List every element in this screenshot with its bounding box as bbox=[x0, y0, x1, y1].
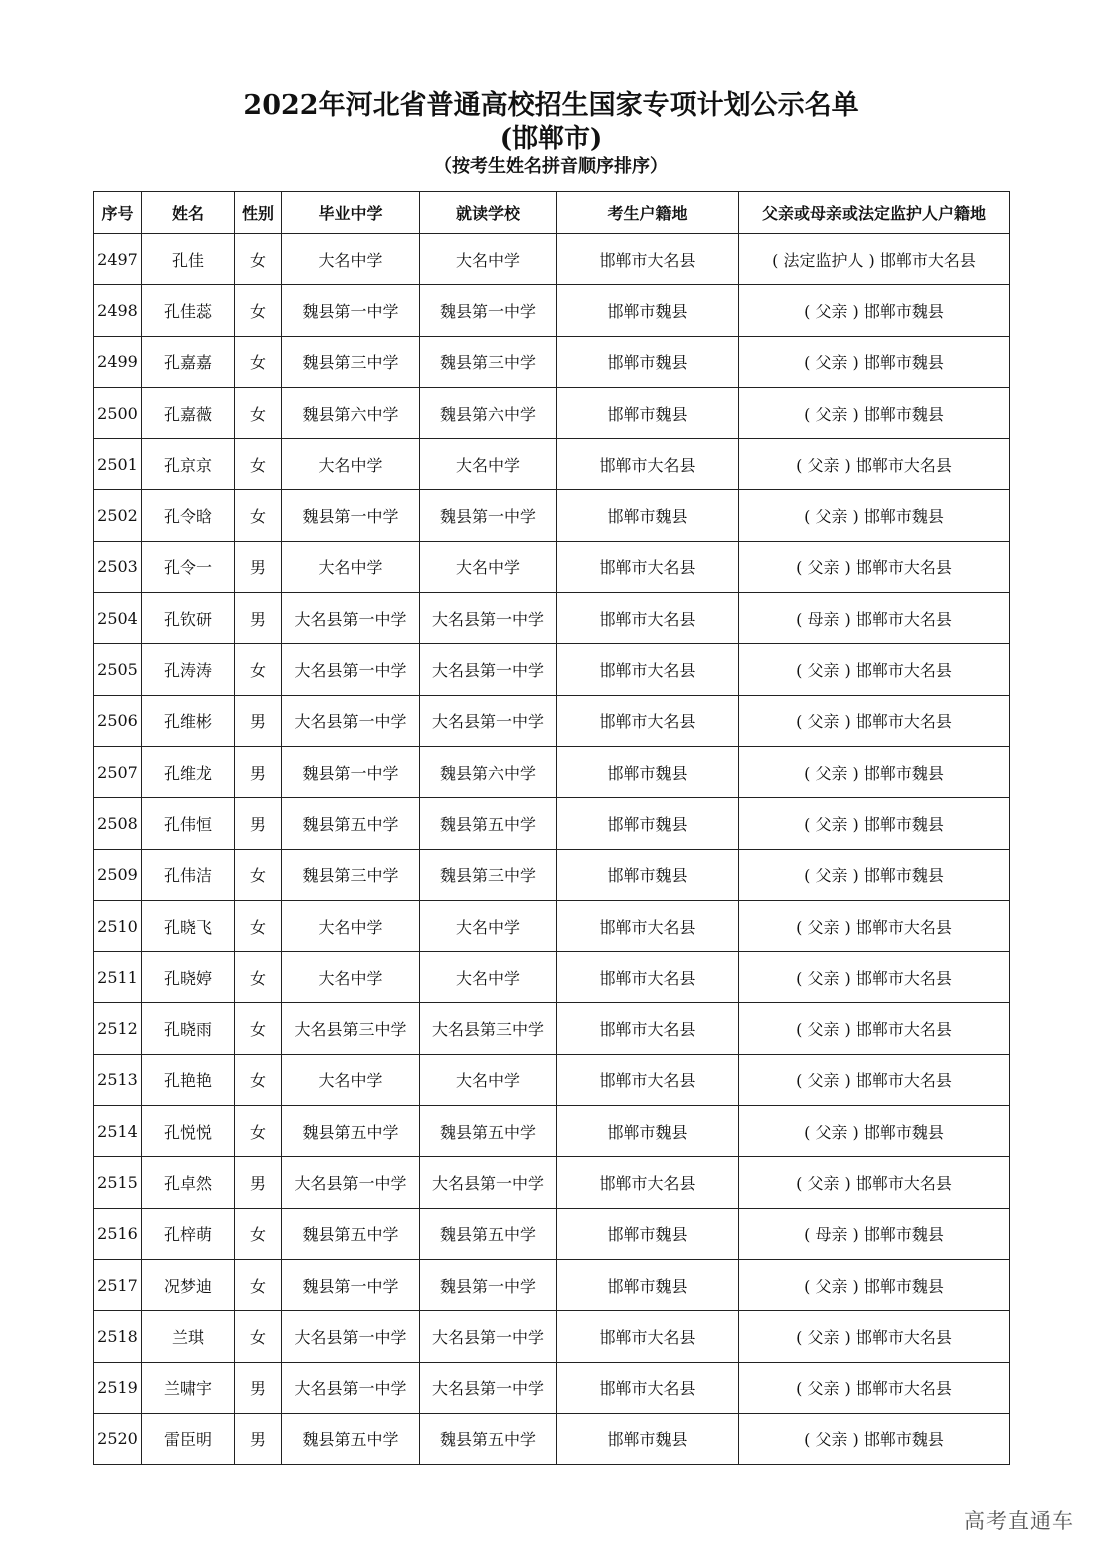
cell-no: 2519 bbox=[94, 1362, 142, 1413]
table-row bbox=[94, 849, 1010, 900]
cell-name: 孔嘉嘉 bbox=[142, 336, 235, 387]
cell-graduated-school: 魏县第五中学 bbox=[282, 1208, 420, 1259]
cell-graduated-school: 大名县第一中学 bbox=[282, 695, 420, 746]
cell-guardian-hukou: ( 父亲 ) 邯郸市大名县 bbox=[739, 1054, 1010, 1105]
document-subtitle: (邯郸市) bbox=[499, 124, 603, 154]
table-row bbox=[94, 234, 1010, 285]
cell-name: 孔嘉薇 bbox=[142, 387, 235, 438]
header-gender: 性别 bbox=[235, 192, 282, 234]
cell-guardian-hukou: ( 父亲 ) 邯郸市魏县 bbox=[739, 336, 1010, 387]
cell-gender: 女 bbox=[235, 952, 282, 1003]
cell-current-school: 魏县第六中学 bbox=[420, 387, 557, 438]
cell-gender: 男 bbox=[235, 593, 282, 644]
cell-guardian-hukou: ( 父亲 ) 邯郸市大名县 bbox=[739, 541, 1010, 592]
cell-current-school: 大名中学 bbox=[420, 900, 557, 951]
table-row bbox=[94, 1157, 1010, 1208]
cell-student-hukou: 邯郸市大名县 bbox=[557, 900, 739, 951]
cell-name: 孔涛涛 bbox=[142, 644, 235, 695]
cell-no: 2505 bbox=[94, 644, 142, 695]
cell-gender: 女 bbox=[235, 439, 282, 490]
cell-student-hukou: 邯郸市大名县 bbox=[557, 439, 739, 490]
cell-graduated-school: 魏县第五中学 bbox=[282, 798, 420, 849]
header-no: 序号 bbox=[94, 192, 142, 234]
cell-guardian-hukou: ( 父亲 ) 邯郸市大名县 bbox=[739, 439, 1010, 490]
table-row bbox=[94, 798, 1010, 849]
cell-guardian-hukou: ( 父亲 ) 邯郸市魏县 bbox=[739, 490, 1010, 541]
cell-gender: 女 bbox=[235, 336, 282, 387]
cell-current-school: 大名县第一中学 bbox=[420, 593, 557, 644]
cell-current-school: 大名中学 bbox=[420, 439, 557, 490]
cell-current-school: 魏县第五中学 bbox=[420, 798, 557, 849]
cell-current-school: 魏县第五中学 bbox=[420, 1208, 557, 1259]
cell-name: 兰琪 bbox=[142, 1311, 235, 1362]
cell-gender: 男 bbox=[235, 1157, 282, 1208]
table-row bbox=[94, 746, 1010, 797]
cell-graduated-school: 大名中学 bbox=[282, 541, 420, 592]
cell-gender: 女 bbox=[235, 1003, 282, 1054]
cell-student-hukou: 邯郸市大名县 bbox=[557, 1362, 739, 1413]
table-row bbox=[94, 1259, 1010, 1310]
cell-student-hukou: 邯郸市大名县 bbox=[557, 952, 739, 1003]
sort-note: （按考生姓名拼音顺序排序） bbox=[434, 156, 668, 177]
cell-no: 2516 bbox=[94, 1208, 142, 1259]
cell-current-school: 魏县第一中学 bbox=[420, 285, 557, 336]
cell-current-school: 魏县第一中学 bbox=[420, 1259, 557, 1310]
cell-current-school: 大名中学 bbox=[420, 234, 557, 285]
cell-guardian-hukou: ( 父亲 ) 邯郸市魏县 bbox=[739, 387, 1010, 438]
cell-current-school: 大名县第一中学 bbox=[420, 644, 557, 695]
cell-name: 孔艳艳 bbox=[142, 1054, 235, 1105]
cell-current-school: 魏县第三中学 bbox=[420, 849, 557, 900]
table-row bbox=[94, 695, 1010, 746]
cell-student-hukou: 邯郸市魏县 bbox=[557, 1259, 739, 1310]
cell-student-hukou: 邯郸市魏县 bbox=[557, 746, 739, 797]
cell-student-hukou: 邯郸市魏县 bbox=[557, 387, 739, 438]
cell-gender: 女 bbox=[235, 1311, 282, 1362]
cell-gender: 女 bbox=[235, 1054, 282, 1105]
table-row bbox=[94, 1413, 1010, 1464]
cell-student-hukou: 邯郸市魏县 bbox=[557, 336, 739, 387]
table-row bbox=[94, 439, 1010, 490]
watermark: 高考直通车 bbox=[964, 1509, 1074, 1533]
cell-gender: 女 bbox=[235, 900, 282, 951]
cell-guardian-hukou: ( 母亲 ) 邯郸市大名县 bbox=[739, 593, 1010, 644]
cell-no: 2507 bbox=[94, 746, 142, 797]
cell-name: 孔京京 bbox=[142, 439, 235, 490]
cell-current-school: 魏县第五中学 bbox=[420, 1106, 557, 1157]
cell-gender: 女 bbox=[235, 1106, 282, 1157]
cell-gender: 女 bbox=[235, 1259, 282, 1310]
cell-gender: 女 bbox=[235, 387, 282, 438]
cell-graduated-school: 大名县第一中学 bbox=[282, 1362, 420, 1413]
cell-name: 孔令一 bbox=[142, 541, 235, 592]
cell-name: 孔梓萌 bbox=[142, 1208, 235, 1259]
cell-graduated-school: 大名中学 bbox=[282, 952, 420, 1003]
cell-no: 2502 bbox=[94, 490, 142, 541]
cell-student-hukou: 邯郸市大名县 bbox=[557, 1054, 739, 1105]
cell-current-school: 大名县第三中学 bbox=[420, 1003, 557, 1054]
header-graduated-school: 毕业中学 bbox=[282, 192, 420, 234]
cell-name: 孔卓然 bbox=[142, 1157, 235, 1208]
cell-current-school: 大名县第一中学 bbox=[420, 695, 557, 746]
cell-name: 孔令晗 bbox=[142, 490, 235, 541]
table-header bbox=[94, 192, 1010, 234]
table-row bbox=[94, 1362, 1010, 1413]
cell-name: 孔佳 bbox=[142, 234, 235, 285]
cell-no: 2508 bbox=[94, 798, 142, 849]
cell-current-school: 魏县第六中学 bbox=[420, 746, 557, 797]
cell-guardian-hukou: ( 父亲 ) 邯郸市大名县 bbox=[739, 952, 1010, 1003]
cell-gender: 女 bbox=[235, 490, 282, 541]
cell-no: 2511 bbox=[94, 952, 142, 1003]
cell-student-hukou: 邯郸市大名县 bbox=[557, 234, 739, 285]
cell-name: 孔钦研 bbox=[142, 593, 235, 644]
cell-current-school: 大名县第一中学 bbox=[420, 1362, 557, 1413]
cell-guardian-hukou: ( 父亲 ) 邯郸市大名县 bbox=[739, 900, 1010, 951]
cell-no: 2513 bbox=[94, 1054, 142, 1105]
cell-no: 2510 bbox=[94, 900, 142, 951]
roster-table bbox=[93, 191, 1010, 1465]
cell-student-hukou: 邯郸市大名县 bbox=[557, 695, 739, 746]
cell-graduated-school: 大名县第一中学 bbox=[282, 593, 420, 644]
cell-graduated-school: 魏县第三中学 bbox=[282, 849, 420, 900]
table-row bbox=[94, 1003, 1010, 1054]
cell-student-hukou: 邯郸市魏县 bbox=[557, 849, 739, 900]
cell-no: 2506 bbox=[94, 695, 142, 746]
cell-graduated-school: 大名县第三中学 bbox=[282, 1003, 420, 1054]
cell-student-hukou: 邯郸市魏县 bbox=[557, 1106, 739, 1157]
cell-name: 雷臣明 bbox=[142, 1413, 235, 1464]
table-row bbox=[94, 952, 1010, 1003]
cell-current-school: 大名县第一中学 bbox=[420, 1311, 557, 1362]
cell-no: 2512 bbox=[94, 1003, 142, 1054]
cell-graduated-school: 魏县第一中学 bbox=[282, 746, 420, 797]
cell-graduated-school: 魏县第一中学 bbox=[282, 490, 420, 541]
cell-guardian-hukou: ( 父亲 ) 邯郸市大名县 bbox=[739, 1362, 1010, 1413]
cell-name: 孔维龙 bbox=[142, 746, 235, 797]
cell-no: 2514 bbox=[94, 1106, 142, 1157]
cell-guardian-hukou: ( 父亲 ) 邯郸市魏县 bbox=[739, 285, 1010, 336]
cell-no: 2497 bbox=[94, 234, 142, 285]
cell-no: 2515 bbox=[94, 1157, 142, 1208]
cell-name: 孔晓雨 bbox=[142, 1003, 235, 1054]
cell-guardian-hukou: ( 父亲 ) 邯郸市大名县 bbox=[739, 695, 1010, 746]
table-row bbox=[94, 1106, 1010, 1157]
cell-guardian-hukou: ( 父亲 ) 邯郸市魏县 bbox=[739, 1259, 1010, 1310]
cell-student-hukou: 邯郸市大名县 bbox=[557, 644, 739, 695]
table-row bbox=[94, 1311, 1010, 1362]
cell-no: 2499 bbox=[94, 336, 142, 387]
header-row bbox=[94, 192, 1010, 234]
cell-gender: 男 bbox=[235, 541, 282, 592]
cell-guardian-hukou: ( 父亲 ) 邯郸市魏县 bbox=[739, 1106, 1010, 1157]
cell-graduated-school: 魏县第六中学 bbox=[282, 387, 420, 438]
cell-gender: 女 bbox=[235, 849, 282, 900]
cell-student-hukou: 邯郸市魏县 bbox=[557, 1413, 739, 1464]
header-current-school: 就读学校 bbox=[420, 192, 557, 234]
cell-student-hukou: 邯郸市大名县 bbox=[557, 541, 739, 592]
table-row bbox=[94, 593, 1010, 644]
cell-graduated-school: 魏县第五中学 bbox=[282, 1106, 420, 1157]
cell-no: 2498 bbox=[94, 285, 142, 336]
cell-guardian-hukou: ( 法定监护人 ) 邯郸市大名县 bbox=[739, 234, 1010, 285]
cell-student-hukou: 邯郸市魏县 bbox=[557, 1208, 739, 1259]
cell-graduated-school: 大名中学 bbox=[282, 234, 420, 285]
cell-student-hukou: 邯郸市大名县 bbox=[557, 1311, 739, 1362]
cell-current-school: 大名中学 bbox=[420, 1054, 557, 1105]
cell-name: 孔佳蕊 bbox=[142, 285, 235, 336]
cell-no: 2501 bbox=[94, 439, 142, 490]
cell-current-school: 大名中学 bbox=[420, 541, 557, 592]
table-row bbox=[94, 336, 1010, 387]
cell-gender: 男 bbox=[235, 1362, 282, 1413]
header-name: 姓名 bbox=[142, 192, 235, 234]
table-row bbox=[94, 490, 1010, 541]
cell-graduated-school: 魏县第三中学 bbox=[282, 336, 420, 387]
cell-graduated-school: 大名中学 bbox=[282, 900, 420, 951]
table-row bbox=[94, 285, 1010, 336]
cell-guardian-hukou: ( 父亲 ) 邯郸市大名县 bbox=[739, 644, 1010, 695]
header-guardian-hukou: 父亲或母亲或法定监护人户籍地 bbox=[739, 192, 1010, 234]
cell-student-hukou: 邯郸市魏县 bbox=[557, 490, 739, 541]
cell-name: 况梦迪 bbox=[142, 1259, 235, 1310]
cell-no: 2509 bbox=[94, 849, 142, 900]
table-row bbox=[94, 900, 1010, 951]
cell-guardian-hukou: ( 父亲 ) 邯郸市魏县 bbox=[739, 1413, 1010, 1464]
cell-gender: 女 bbox=[235, 285, 282, 336]
cell-gender: 女 bbox=[235, 1208, 282, 1259]
cell-guardian-hukou: ( 父亲 ) 邯郸市魏县 bbox=[739, 798, 1010, 849]
cell-name: 孔晓婷 bbox=[142, 952, 235, 1003]
cell-gender: 男 bbox=[235, 1413, 282, 1464]
table-row bbox=[94, 541, 1010, 592]
table-body bbox=[94, 234, 1010, 1465]
table-row bbox=[94, 1208, 1010, 1259]
cell-guardian-hukou: ( 母亲 ) 邯郸市魏县 bbox=[739, 1208, 1010, 1259]
cell-student-hukou: 邯郸市魏县 bbox=[557, 285, 739, 336]
cell-current-school: 大名县第一中学 bbox=[420, 1157, 557, 1208]
cell-graduated-school: 大名县第一中学 bbox=[282, 644, 420, 695]
cell-guardian-hukou: ( 父亲 ) 邯郸市大名县 bbox=[739, 1311, 1010, 1362]
cell-graduated-school: 魏县第五中学 bbox=[282, 1413, 420, 1464]
cell-guardian-hukou: ( 父亲 ) 邯郸市大名县 bbox=[739, 1157, 1010, 1208]
cell-guardian-hukou: ( 父亲 ) 邯郸市大名县 bbox=[739, 1003, 1010, 1054]
cell-graduated-school: 大名中学 bbox=[282, 1054, 420, 1105]
table-row bbox=[94, 644, 1010, 695]
cell-student-hukou: 邯郸市大名县 bbox=[557, 1157, 739, 1208]
cell-no: 2504 bbox=[94, 593, 142, 644]
cell-name: 孔伟洁 bbox=[142, 849, 235, 900]
cell-gender: 男 bbox=[235, 746, 282, 797]
cell-no: 2503 bbox=[94, 541, 142, 592]
cell-graduated-school: 大名县第一中学 bbox=[282, 1311, 420, 1362]
cell-name: 孔晓飞 bbox=[142, 900, 235, 951]
cell-name: 兰啸宇 bbox=[142, 1362, 235, 1413]
cell-graduated-school: 魏县第一中学 bbox=[282, 1259, 420, 1310]
cell-no: 2517 bbox=[94, 1259, 142, 1310]
cell-graduated-school: 大名县第一中学 bbox=[282, 1157, 420, 1208]
cell-name: 孔伟恒 bbox=[142, 798, 235, 849]
cell-student-hukou: 邯郸市魏县 bbox=[557, 798, 739, 849]
cell-gender: 男 bbox=[235, 798, 282, 849]
header-student-hukou: 考生户籍地 bbox=[557, 192, 739, 234]
cell-student-hukou: 邯郸市大名县 bbox=[557, 1003, 739, 1054]
cell-gender: 女 bbox=[235, 644, 282, 695]
cell-gender: 女 bbox=[235, 234, 282, 285]
cell-graduated-school: 魏县第一中学 bbox=[282, 285, 420, 336]
cell-guardian-hukou: ( 父亲 ) 邯郸市魏县 bbox=[739, 849, 1010, 900]
cell-current-school: 魏县第一中学 bbox=[420, 490, 557, 541]
cell-current-school: 大名中学 bbox=[420, 952, 557, 1003]
cell-no: 2500 bbox=[94, 387, 142, 438]
cell-name: 孔维彬 bbox=[142, 695, 235, 746]
cell-student-hukou: 邯郸市大名县 bbox=[557, 593, 739, 644]
cell-graduated-school: 大名中学 bbox=[282, 439, 420, 490]
cell-no: 2520 bbox=[94, 1413, 142, 1464]
cell-current-school: 魏县第五中学 bbox=[420, 1413, 557, 1464]
table-row bbox=[94, 1054, 1010, 1105]
cell-current-school: 魏县第三中学 bbox=[420, 336, 557, 387]
cell-gender: 男 bbox=[235, 695, 282, 746]
cell-no: 2518 bbox=[94, 1311, 142, 1362]
table-row bbox=[94, 387, 1010, 438]
cell-name: 孔悦悦 bbox=[142, 1106, 235, 1157]
cell-guardian-hukou: ( 父亲 ) 邯郸市魏县 bbox=[739, 746, 1010, 797]
document-title: 2022年河北省普通高校招生国家专项计划公示名单 bbox=[243, 90, 859, 121]
